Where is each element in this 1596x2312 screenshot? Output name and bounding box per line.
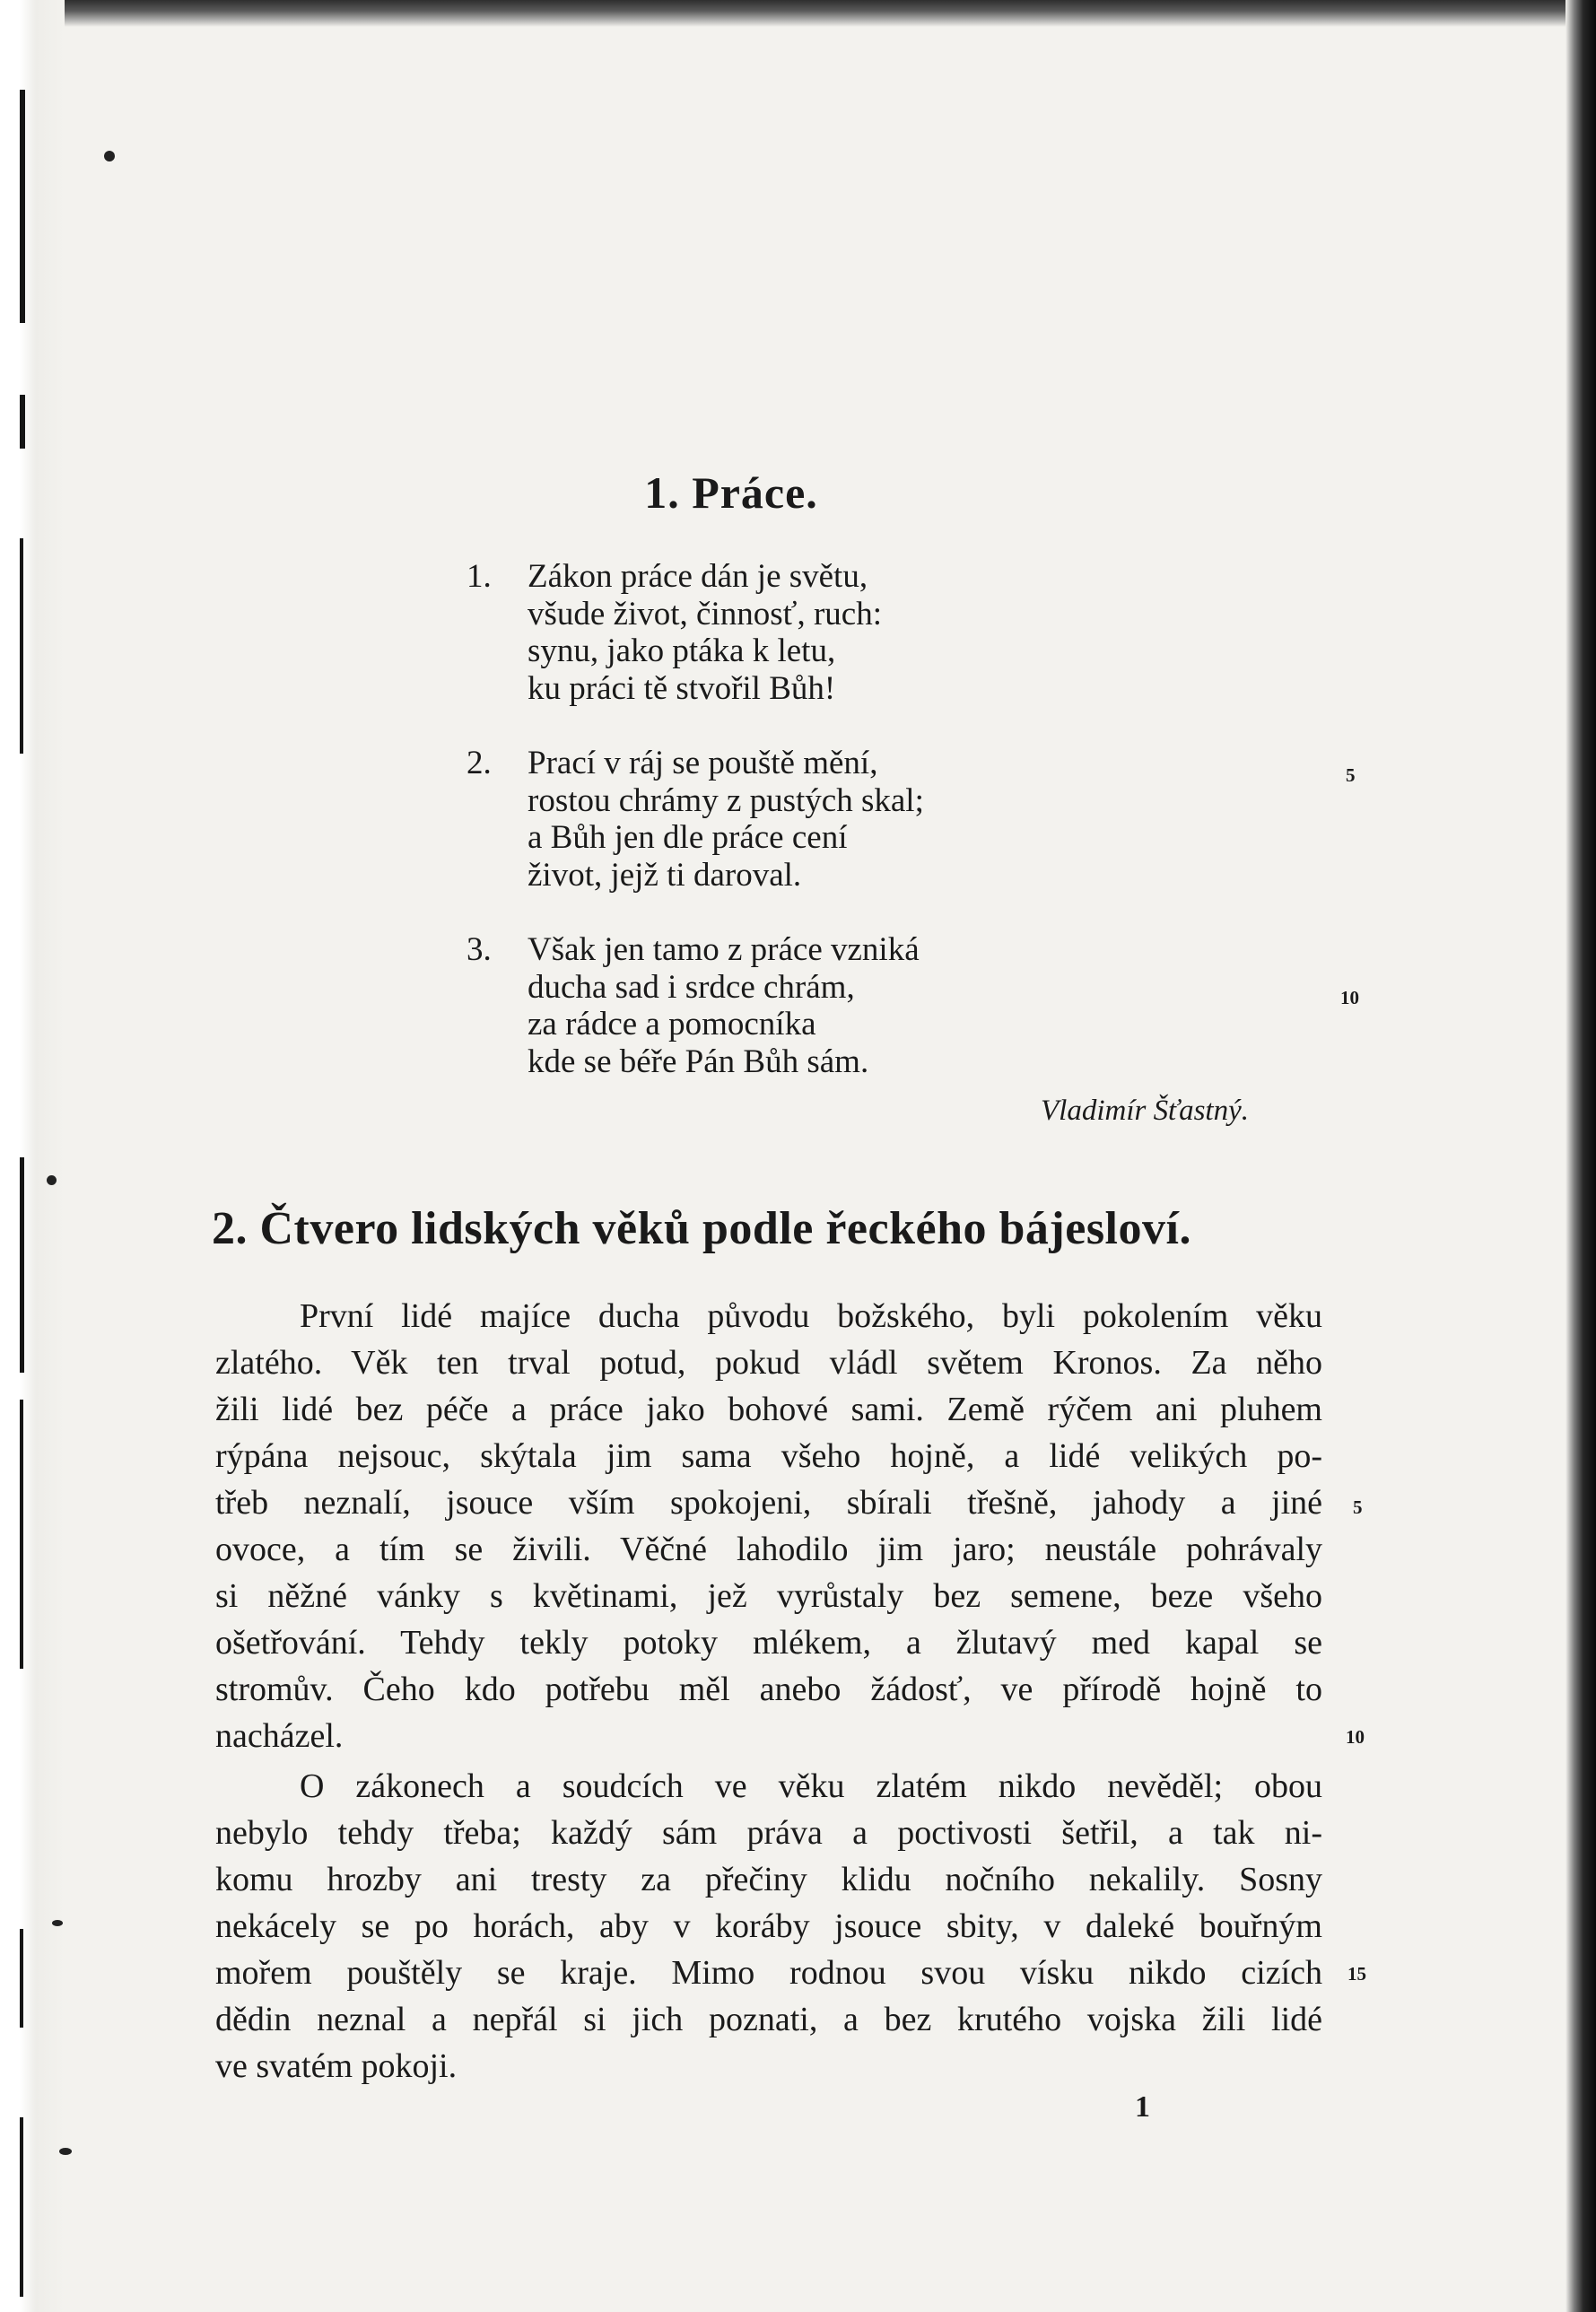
line-number: 10 bbox=[1340, 987, 1359, 1008]
binding-mark bbox=[20, 1157, 24, 1373]
verse-line: Zákon práce dán je světu, bbox=[528, 558, 868, 595]
verse-line: život, jejž ti daroval. bbox=[528, 856, 802, 894]
text-line: si něžné vánky s květinami, jež vyrůstaly bez semene, beze všeho bbox=[215, 1577, 1322, 1615]
binding-mark bbox=[20, 1929, 23, 2028]
verse-line: Prací v ráj se pouště mění, bbox=[528, 745, 878, 781]
text-line: rýpána nejsouc, skýtala jim sama všeho hojně, a lidé velikých po- bbox=[215, 1437, 1322, 1475]
verse-line: za rádce a pomocníka bbox=[528, 1006, 816, 1043]
poem-stanza bbox=[467, 558, 882, 707]
verse-line: Však jen tamo z práce vzniká bbox=[528, 931, 920, 968]
binding-mark bbox=[20, 1400, 23, 1669]
verse-line: kde se béře Pán Bůh sám. bbox=[528, 1043, 869, 1080]
ink-speck bbox=[52, 1920, 63, 1926]
poem-stanza bbox=[467, 931, 920, 1080]
text-line: zlatého. Věk ten trval potud, pokud vládl světem Kronos. Za něho bbox=[215, 1344, 1322, 1382]
text-line: ve svatém pokoji. bbox=[215, 2047, 458, 2085]
line-number: 5 bbox=[1346, 764, 1356, 786]
ink-speck bbox=[59, 2148, 72, 2155]
text-line: O zákonech a soudcích ve věku zlatém nikdo nevěděl; obou bbox=[300, 1767, 1322, 1805]
ink-speck bbox=[47, 1175, 57, 1185]
binding-mark bbox=[20, 90, 25, 323]
line-number: 15 bbox=[1347, 1963, 1366, 1985]
poem-title: 1. Práce. bbox=[644, 467, 818, 518]
text-line: ovoce, a tím se živili. Věčné lahodilo jim jaro; neustále pohrávaly bbox=[215, 1531, 1322, 1568]
text-line: třeb neznalí, jsouce vším spokojeni, sbírali třešně, jahody a jiné bbox=[215, 1484, 1322, 1522]
text-line: komu hrozby ani tresty za přečiny klidu nočního nekalily. Sosny bbox=[215, 1861, 1322, 1898]
poem-author: Vladimír Šťastný. bbox=[1041, 1095, 1249, 1127]
scan-edge-left bbox=[0, 0, 65, 2312]
stanza-number: 2. bbox=[467, 745, 492, 781]
stanza-number: 3. bbox=[467, 931, 492, 968]
article-paragraph bbox=[215, 1293, 1322, 1759]
page-number: 1 bbox=[1135, 2090, 1150, 2124]
binding-mark bbox=[20, 2117, 23, 2297]
text-line: ošetřování. Tehdy tekly potoky mlékem, a žlutavý med kapal se bbox=[215, 1624, 1322, 1662]
text-line: stromův. Čeho kdo potřebu měl anebo žádosť, ve přírodě hojně to bbox=[215, 1671, 1322, 1708]
text-line: žili lidé bez péče a práce jako bohové sami. Země rýčem ani pluhem bbox=[215, 1391, 1322, 1428]
text-line: nekácely se po horách, aby v koráby jsouce sbity, v daleké bouřným bbox=[215, 1907, 1322, 1945]
scan-edge-right bbox=[1565, 0, 1596, 2312]
verse-line: všude život, činnosť, ruch: bbox=[528, 595, 882, 633]
scan-edge-top bbox=[0, 0, 1596, 27]
binding-mark bbox=[20, 538, 23, 754]
verse-line: ku práci tě stvořil Bůh! bbox=[528, 669, 836, 707]
text-line: nebylo tehdy třeba; každý sám práva a poctivosti šetřil, a tak ni- bbox=[215, 1814, 1322, 1852]
verse-line: a Bůh jen dle práce cení bbox=[528, 819, 848, 856]
stanza-number: 1. bbox=[467, 558, 492, 595]
text-line: První lidé majíce ducha původu božského, byli pokolením věku bbox=[300, 1297, 1322, 1335]
line-number: 10 bbox=[1346, 1726, 1365, 1748]
verse-line: ducha sad i srdce chrám, bbox=[528, 968, 855, 1006]
article-paragraph bbox=[215, 1763, 1322, 2090]
verse-line: synu, jako ptáka k letu, bbox=[528, 633, 836, 669]
verse-line: rostou chrámy z pustých skal; bbox=[528, 781, 924, 819]
article-title: 2. Čtvero lidských věků podle řeckého bájesloví. bbox=[212, 1203, 1191, 1254]
line-number: 5 bbox=[1353, 1496, 1363, 1518]
binding-mark bbox=[20, 395, 25, 449]
ink-speck bbox=[104, 151, 115, 161]
text-line: dědin neznal a nepřál si jich poznati, a bez krutého vojska žili lidé bbox=[215, 2001, 1322, 2038]
poem-stanza bbox=[467, 745, 924, 894]
text-line: mořem pouštěly se kraje. Mimo rodnou svou vísku nikdo cizích bbox=[215, 1954, 1322, 1992]
text-line: nacházel. bbox=[215, 1717, 344, 1755]
